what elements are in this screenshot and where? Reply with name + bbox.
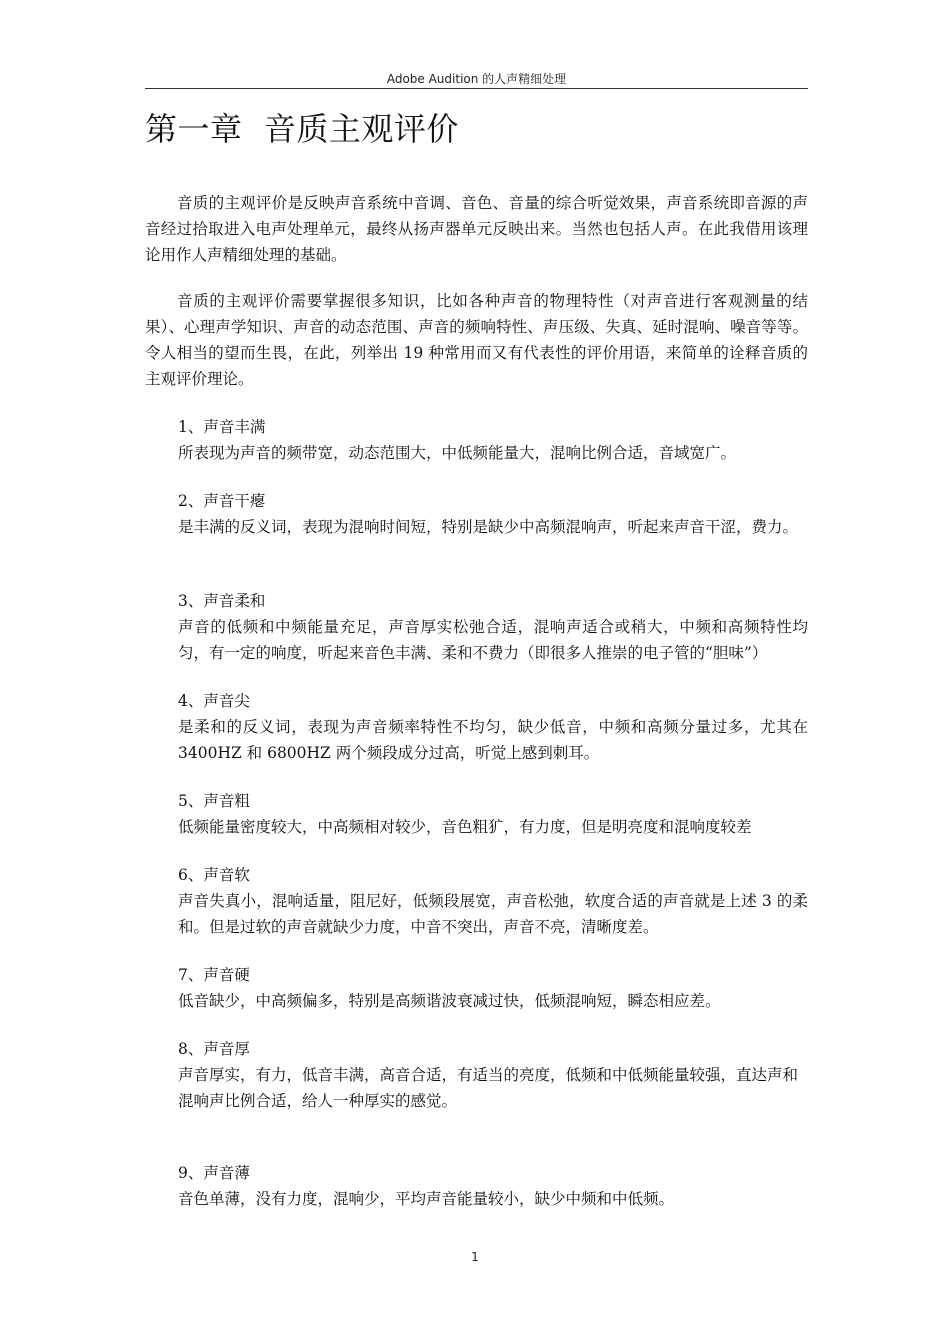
running-header: Adobe Audition 的人声精细处理 — [386, 72, 567, 86]
intro-paragraph: 音质的主观评价是反映声音系统中音调、音色、音量的综合听觉效果，声音系统即音源的声音经过拾取进入电声处理单元，最终从扬声器单元反映出来。当然也包括人声。在此我借用该理论用作人声精细处理的基础。 — [145, 194, 808, 264]
term-item — [178, 788, 808, 840]
term-description: 低频能量密度较大，中高频相对较少，音色粗犷，有力度，但是明亮度和混响度较差 — [178, 818, 752, 836]
term-description: 声音厚实，有力，低音丰满，高音合适，有适当的亮度，低频和中低频能量较强，直达声和 — [178, 1066, 799, 1084]
term-item — [178, 688, 808, 766]
term-item — [178, 588, 808, 666]
term-description: 是柔和的反义词，表现为声音频率特性不均匀，缺少低音，中频和高频分量过多，尤其在 3400HZ 和 6800HZ 两个频段成分过高，听觉上感到刺耳。 — [178, 718, 808, 762]
term-item — [178, 962, 808, 1014]
term-description: 所表现为声音的频带宽，动态范围大，中低频能量大，混响比例合适，音域宽广。 — [178, 444, 737, 462]
term-item — [178, 414, 808, 466]
term-description: 音色单薄，没有力度，混响少，平均声音能量较小，缺少中频和中低频。 — [178, 1190, 675, 1208]
header-divider — [145, 88, 808, 89]
term-description: 是丰满的反义词，表现为混响时间短，特别是缺少中高频混响声，听起来声音干涩，费力。 — [178, 518, 799, 536]
term-title: 9、声音薄 — [178, 1164, 250, 1182]
term-description: 声音失真小，混响适量，阻尼好，低频段展宽，声音松弛，软度合适的声音就是上述 3 的柔和。但是过软的声音就缺少力度，中音不突出，声音不亮，清晰度差。 — [178, 892, 808, 936]
term-item — [178, 488, 808, 540]
term-item — [178, 862, 808, 940]
term-title: 3、声音柔和 — [178, 592, 266, 610]
term-title: 5、声音粗 — [178, 792, 250, 810]
term-description: 声音的低频和中频能量充足，声音厚实松弛合适，混响声适合或稍大，中频和高频特性均匀，有一定的响度，听起来音色丰满、柔和不费力（即很多人推崇的电子管的“胆味”） — [178, 618, 808, 662]
term-item — [178, 1036, 808, 1114]
chapter-title: 第一章 音质主观评价 — [145, 110, 459, 148]
term-title: 4、声音尖 — [178, 692, 250, 710]
term-title: 2、声音干瘪 — [178, 492, 266, 510]
term-item — [178, 1160, 808, 1212]
term-title: 1、声音丰满 — [178, 418, 266, 436]
term-description: 低音缺少，中高频偏多，特别是高频谐波衰减过快，低频混响短，瞬态相应差。 — [178, 992, 721, 1010]
page-number: 1 — [471, 1250, 479, 1264]
term-title: 6、声音软 — [178, 866, 250, 884]
term-description-continued: 混响声比例合适，给人一种厚实的感觉。 — [178, 1092, 458, 1110]
term-title: 7、声音硬 — [178, 966, 250, 984]
term-title: 8、声音厚 — [178, 1040, 250, 1058]
intro-paragraph: 音质的主观评价需要掌握很多知识，比如各种声音的物理特性（对声音进行客观测量的结果）、心理声学知识、声音的动态范围、声音的频响特性、声压级、失真、延时混响、噪音等等。令人相当的望而生畏，在此，列举出 19 种常用而又有代表性的评价用语，来简单的诠释音质的主观评价理论。 — [145, 292, 808, 388]
